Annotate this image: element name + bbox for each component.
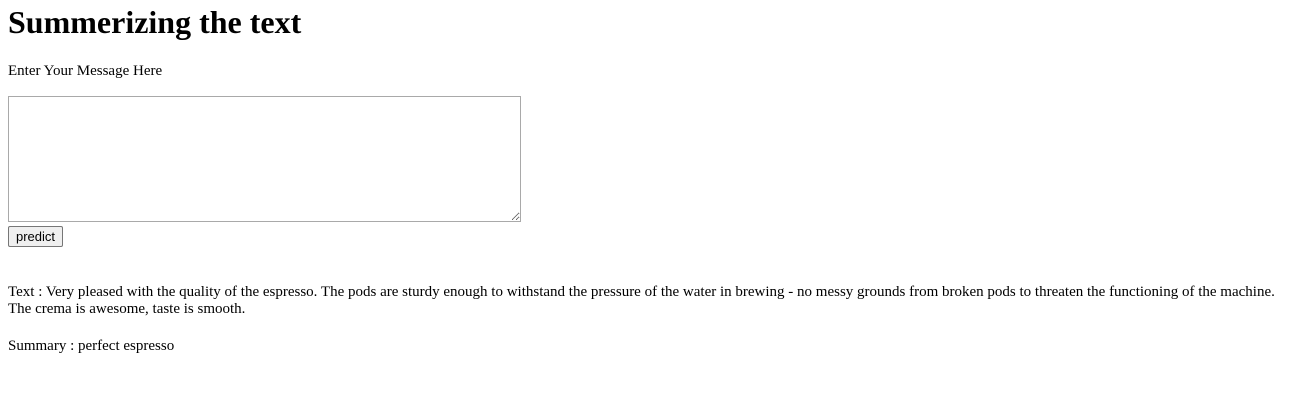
message-label: Enter Your Message Here xyxy=(8,63,163,79)
result-summary: Summary : perfect espresso xyxy=(8,338,175,354)
result-text: Text : Very pleased with the quality of the espresso. The pods are sturdy enough to withstand the pressure of the water in brewing - no messy grounds from broken pods to threaten the functioning of the machine. The crema is awesome, taste is smooth. xyxy=(8,284,1275,317)
predict-button[interactable]: predict xyxy=(8,226,63,247)
message-input[interactable] xyxy=(8,96,521,222)
page-title: Summerizing the text xyxy=(8,4,302,40)
